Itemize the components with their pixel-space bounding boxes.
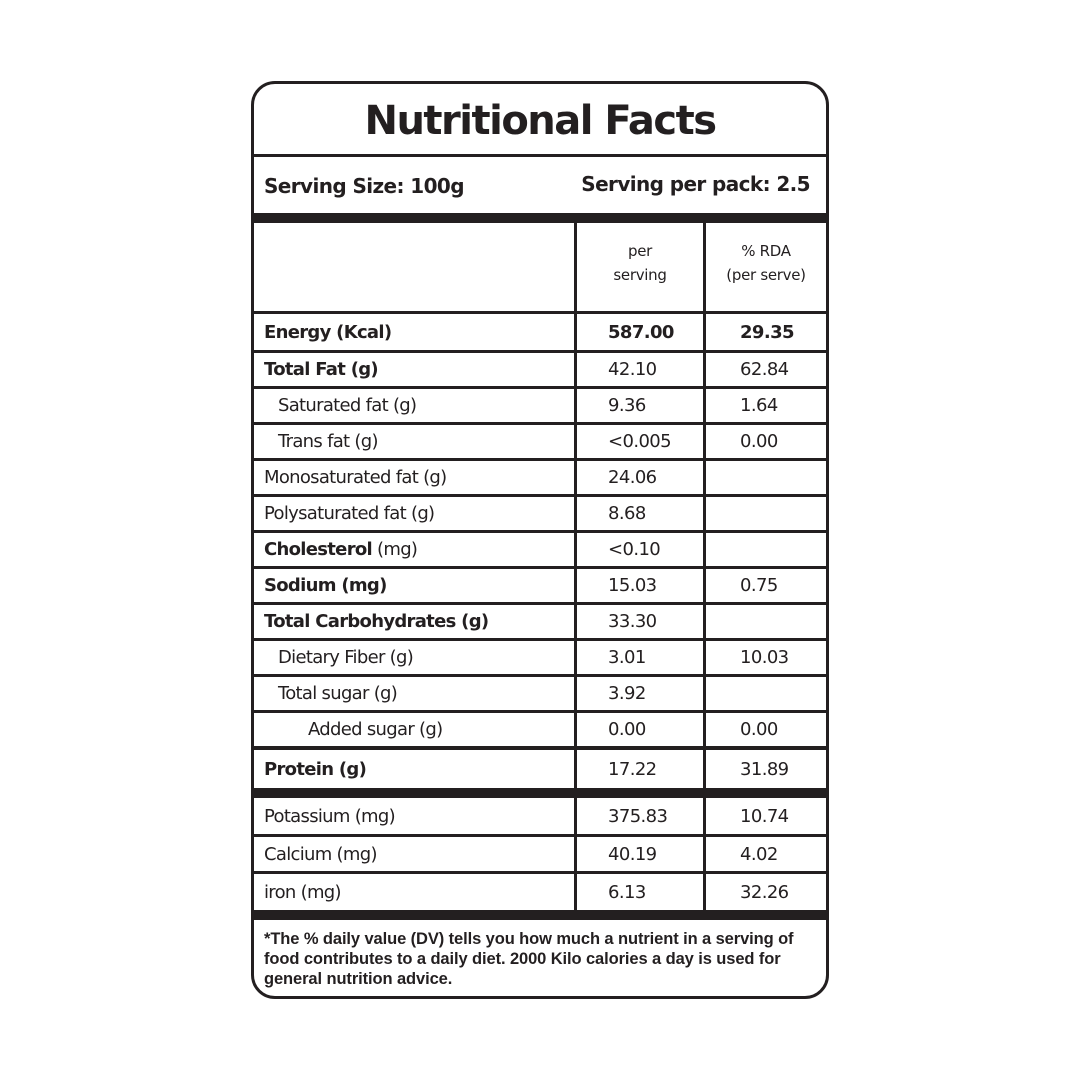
nutrient-row-sodium: Sodium (mg) 15.03 0.75 xyxy=(264,575,778,596)
column-header-rda: % RDA (per serve) xyxy=(726,242,806,284)
label-title: Nutritional Facts xyxy=(364,98,716,144)
nutrient-row-potassium: Potassium (mg) 375.83 10.74 xyxy=(264,805,789,827)
nutrient-row-dietary-fiber: Dietary Fiber (g) 3.01 10.03 xyxy=(278,647,789,668)
nutrient-row-added-sugar: Added sugar (g) 0.00 0.00 xyxy=(308,719,778,740)
nutrient-name: Cholesterol (mg) xyxy=(264,539,418,560)
nutrient-row-polysaturated-fat: Polysaturated fat (g) 8.68 xyxy=(264,503,646,524)
nutrition-facts-label xyxy=(251,81,829,999)
thick-divider xyxy=(254,910,826,920)
nutrient-row-saturated-fat: Saturated fat (g) 9.36 1.64 xyxy=(278,395,778,416)
nutrient-row-trans-fat: Trans fat (g) <0.005 0.00 xyxy=(278,431,778,452)
nutrient-row-protein: Protein (g) 17.22 31.89 xyxy=(264,758,789,780)
serving-size: Serving Size: 100g xyxy=(264,174,464,198)
nutrient-row-iron: iron (mg) 6.13 32.26 xyxy=(264,881,789,903)
nutrient-row-calcium: Calcium (mg) 40.19 4.02 xyxy=(264,843,778,865)
nutrient-row-energy: Energy (Kcal) 587.00 29.35 xyxy=(264,321,794,343)
nutrient-row-total-fat: Total Fat (g) 42.10 62.84 xyxy=(264,359,789,380)
servings-per-pack: Serving per pack: 2.5 xyxy=(581,172,810,196)
nutrient-row-monosaturated-fat: Monosaturated fat (g) 24.06 xyxy=(264,467,657,488)
footnote: *The % daily value (DV) tells you how much a nutrient in a serving of food contributes to a daily diet. 2000 Kilo calories a day is used for general nutrition advice. xyxy=(264,930,794,988)
nutrient-row-total-sugar: Total sugar (g) 3.92 xyxy=(278,683,646,704)
thick-divider xyxy=(254,213,826,223)
divider xyxy=(254,154,826,157)
thick-divider xyxy=(254,788,826,798)
nutrient-row-cholesterol: Cholesterol (mg) <0.10 xyxy=(254,533,826,566)
column-header-per-serving: per serving xyxy=(613,242,667,284)
nutrient-row-total-carbohydrates: Total Carbohydrates (g) 33.30 xyxy=(264,611,657,632)
